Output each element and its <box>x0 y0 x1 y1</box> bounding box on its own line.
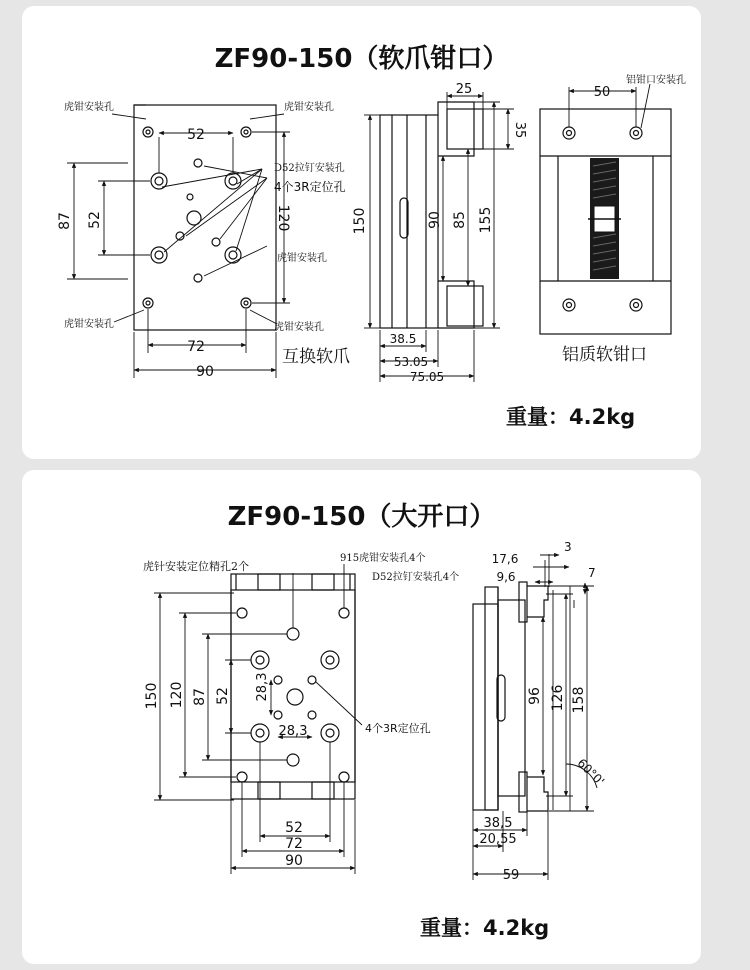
dim-38-5: 38.5 <box>389 332 417 346</box>
dim-50: 50 <box>593 85 611 100</box>
dim-96: 96 <box>527 687 543 705</box>
label-3r-hole: 4个3R定位孔 <box>365 722 431 735</box>
dim-72: 72 <box>187 339 205 355</box>
dim-53-05: 53.05 <box>393 355 429 369</box>
dim-155: 155 <box>478 206 494 234</box>
dim-60-deg: 60°0' <box>574 755 608 789</box>
dim-17-6: 17,6 <box>491 552 519 566</box>
label-vise-hole-tl: 虎钳安装孔 <box>64 102 114 113</box>
label-vise-hole-mid: 虎钳安装孔 <box>277 253 327 264</box>
dim-87: 87 <box>57 212 73 230</box>
caption-alu-jaw: 铝质软钳口 <box>562 345 647 365</box>
label-vise-hole-br: 虎钳安装孔 <box>274 322 324 333</box>
front-dimension-lines <box>67 132 290 378</box>
label-d52-hole: D52拉钉安装孔 <box>274 163 345 174</box>
front-view <box>231 564 362 799</box>
large-opening-card <box>22 470 701 964</box>
front-dimension-lines <box>154 593 355 874</box>
dim-120: 120 <box>275 204 291 232</box>
dim-35: 35 <box>512 121 527 139</box>
label-pin-hole: 虎针安装定位精孔2个 <box>143 560 249 573</box>
caption-soft-jaw: 互换软爪 <box>282 347 350 367</box>
soft-jaw-card <box>22 6 701 459</box>
dim-3: 3 <box>564 540 572 554</box>
dim-72: 72 <box>285 836 303 852</box>
dim-158: 158 <box>571 686 587 714</box>
card-title: ZF90-150（软爪钳口） <box>214 44 509 74</box>
dim-90: 90 <box>196 364 214 380</box>
weight-label: 重量：4.2kg <box>506 405 636 429</box>
side-dimension-lines <box>364 92 514 382</box>
dim-20-55: 20,55 <box>479 832 517 847</box>
card-title: ZF90-150（大开口） <box>227 502 496 532</box>
dim-90: 90 <box>285 853 303 869</box>
label-3r-hole: 4个3R定位孔 <box>274 180 346 194</box>
dim-85: 85 <box>452 211 468 229</box>
dim-52-vertical: 52 <box>87 211 103 229</box>
dim-90-side: 90 <box>427 211 443 229</box>
dim-87: 87 <box>192 688 208 706</box>
label-alu-hole: 铝钳口安装孔 <box>626 75 686 86</box>
dim-59: 59 <box>502 868 520 883</box>
label-vise-hole-bl: 虎钳安装孔 <box>64 319 114 330</box>
dim-150: 150 <box>352 207 368 235</box>
dim-25: 25 <box>455 82 473 97</box>
label-915-vise-hole: 915虎钳安装孔4个 <box>340 553 426 564</box>
dim-52: 52 <box>187 127 205 143</box>
label-d52-pin-hole: D52拉钉安装孔4个 <box>372 572 460 583</box>
dim-75-05: 75.05 <box>409 370 445 384</box>
dim-52-vertical: 52 <box>215 687 231 705</box>
dim-120: 120 <box>169 681 185 709</box>
weight-label: 重量：4.2kg <box>420 916 550 940</box>
dim-9-6: 9,6 <box>496 570 516 584</box>
dim-28-3-vertical: 28,3 <box>255 672 270 702</box>
dim-126: 126 <box>550 684 566 712</box>
large-opening-drawing <box>22 470 701 964</box>
dim-28-3-horizontal: 28,3 <box>278 724 308 739</box>
dim-7: 7 <box>588 566 596 580</box>
soft-jaw-drawing <box>22 6 701 459</box>
label-vise-hole-tr: 虎钳安装孔 <box>284 102 334 113</box>
dim-52: 52 <box>285 820 303 836</box>
dim-38-5: 38,5 <box>483 816 513 831</box>
dim-150: 150 <box>144 682 160 710</box>
